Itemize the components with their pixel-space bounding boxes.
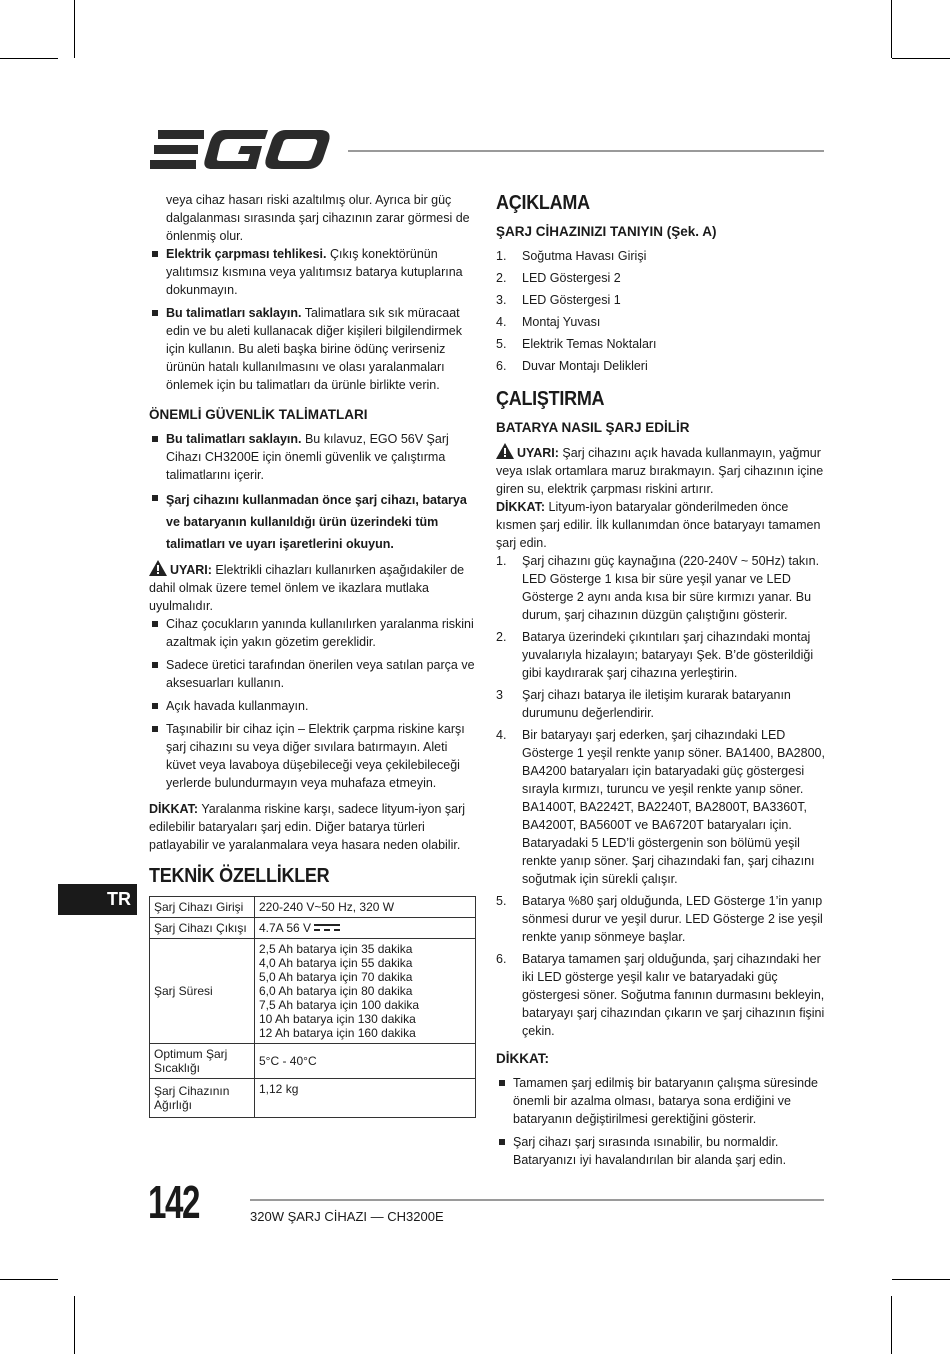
spec-value: 4.7A 56 V xyxy=(255,918,476,939)
spec-value: 2,5 Ah batarya için 35 dakika 4,0 Ah batarya için 55 dakika 5,0 Ah batarya için 70 dakika 6,0 Ah batarya için 80 dakika 7,5 Ah batarya için 100 dakika 10 Ah batarya için 130 dakika 12 Ah batarya için 160 dakika xyxy=(255,939,476,1044)
list-item: 2. LED Göstergesi 2 xyxy=(496,271,621,285)
know-charger-heading: ŞARJ CİHAZINIZI TANIYIN (Şek. A) xyxy=(496,224,717,239)
list-item: Sadece üretici tarafından önerilen veya satılan parça ve aksesuarları kullanın. xyxy=(149,656,475,692)
list-item: 3. LED Göstergesi 1 xyxy=(496,293,621,307)
spec-value: 1,12 kg xyxy=(255,1079,476,1118)
list-item: Bu talimatları saklayın. Bu kılavuz, EGO 56V Şarj Cihazı CH3200E için önemli güvenlik ve çalıştırma talimatlarını içerir. xyxy=(149,430,475,484)
crop-mark xyxy=(0,58,58,59)
spec-value: 220-240 V~50 Hz, 320 W xyxy=(255,897,476,918)
ego-logo xyxy=(150,128,332,172)
spec-key: Şarj Süresi xyxy=(150,939,255,1044)
footer-title: 320W ŞARJ CİHAZI — CH3200E xyxy=(250,1209,444,1224)
step-item: 1. Şarj cihazını güç kaynağına (220-240V ~ 50Hz) takın. LED Gösterge 1 kısa bir süre yeşil yanar ve LED Gösterge 2 aynı anda kısa bir süre kırmızı yanar. Bu durum, şarj cihazının düzgün çalıştığını gösterir. xyxy=(496,554,820,622)
list-item: Bu talimatları saklayın. Talimatlara sık sık müracaat edin ve bu aleti kullanacak diğer kişileri bilgilendirmek için kullanın. Bu aleti başka birine ödünç verirseniz ürünün hatalı kullanılmasını ve olası yaralanmaları önlemek için bu talimatları da ürünle birlikte verin. xyxy=(149,304,475,394)
spec-value: 5°C - 40°C xyxy=(255,1044,476,1079)
language-tab: TR xyxy=(58,884,137,915)
page-number: 142 xyxy=(148,1176,199,1228)
step-item: 2. Batarya üzerindeki çıkıntıları şarj cihazındaki montaj yuvalarıyla hizalayın; bataryayı Şek. B’de gösterildiği gibi kaydırarak şarj cihazına yerleştirin. xyxy=(496,630,814,680)
caution-paragraph: DİKKAT: Lityum-iyon bataryalar gönderilmeden önce kısmen şarj edilir. İlk kullanımdan önce bataryayı tamamen şarj edin. xyxy=(496,500,821,550)
list-item: 4. Montaj Yuvası xyxy=(496,315,601,329)
specs-heading: TEKNİK ÖZELLİKLER xyxy=(149,865,330,887)
operation-heading: ÇALIŞTIRMA xyxy=(496,388,605,410)
table-row xyxy=(150,939,476,1044)
table-row xyxy=(150,1044,476,1079)
crop-mark xyxy=(74,0,75,58)
crop-mark xyxy=(892,1279,950,1280)
warning-paragraph: UYARI: Şarj cihazını açık havada kullanmayın, yağmur veya ıslak ortamlara maruz bırakmayın. Şarj cihazının içine giren su, elektrik çarpması riskini artırır. xyxy=(496,443,826,498)
note-heading: DİKKAT: xyxy=(496,1051,549,1066)
list-item: 5. Elektrik Temas Noktaları xyxy=(496,337,657,351)
header-rule xyxy=(348,150,824,152)
description-heading: AÇIKLAMA xyxy=(496,192,590,214)
footer-rule xyxy=(250,1199,824,1201)
table-row xyxy=(150,918,476,939)
list-item: Şarj cihazı şarj sırasında ısınabilir, bu normaldir. Bataryanızı iyi havalandırılan bir alanda şarj edin. xyxy=(496,1133,826,1169)
crop-mark xyxy=(74,1296,75,1354)
list-item: Tamamen şarj edilmiş bir bataryanın çalışma süresinde önemli bir azalma olması, batarya sona erdiğini ve bataryanın değiştirilmesi gerektiğini gösterir. xyxy=(496,1074,826,1128)
list-item: Taşınabilir bir cihaz için – Elektrik çarpma riskine karşı şarj cihazını su veya diğer sıvılara batırmayın. Aleti küvet veya lavaboya düşebileceği veya çekilebileceği yerlerde bulundurmayın veya muhafaza etmeyin. xyxy=(149,720,475,792)
dc-symbol-icon xyxy=(314,923,340,933)
list-item: 1. Soğutma Havası Girişi xyxy=(496,249,647,263)
intro-continuation: veya cihaz hasarı riski azaltılmış olur. Ayrıca bir güç dalgalanması sırasında şarj cihazının zarar görmesi de önlenmiş olur. xyxy=(166,193,470,243)
spec-key: Şarj Cihazı Çıkışı xyxy=(150,918,255,939)
safety-heading: ÖNEMLİ GÜVENLİK TALİMATLARI xyxy=(149,407,368,422)
list-item: Cihaz çocukların yanında kullanılırken yaralanma riskini azaltmak için yakın gözetim gereklidir. xyxy=(149,615,475,651)
charge-heading: BATARYA NASIL ŞARJ EDİLİR xyxy=(496,420,690,435)
step-item: 6. Batarya tamamen şarj olduğunda, şarj cihazındaki her iki LED gösterge yeşil kalır ve bataryadaki güç göstergesi söner. Soğutma fanının durmasını bekleyin, bataryayı şarj cihazından çıkarın ve şarj cihazının fişini çekin. xyxy=(496,952,825,1038)
list-item: Şarj cihazını kullanmadan önce şarj cihazı, batarya ve bataryanın kullanıldığı ürün üzerindeki tüm talimatları ve uyarı işaretlerini okuyun. xyxy=(149,489,475,555)
caution-paragraph: DİKKAT: Yaralanma riskine karşı, sadece lityum-iyon şarj edilebilir bataryaları şarj edin. Diğer batarya türleri patlayabilir ve yaralanmalara veya hasara neden olabilir. xyxy=(149,802,466,852)
step-item: 3 Şarj cihazı batarya ile iletişim kurarak bataryanın durumunu değerlendirir. xyxy=(496,688,791,720)
spec-key: Optimum Şarj Sıcaklığı xyxy=(150,1044,255,1079)
list-item: Elektrik çarpması tehlikesi. Çıkış konektörünün yalıtımsız kısmına veya yalıtımsız batarya kutuplarına dokunmayın. xyxy=(149,245,475,299)
crop-mark xyxy=(891,1296,892,1354)
warning-icon xyxy=(149,560,167,576)
crop-mark xyxy=(0,1279,58,1280)
warning-icon xyxy=(496,443,514,459)
table-row xyxy=(150,897,476,918)
step-item: 5. Batarya %80 şarj olduğunda, LED Gösterge 1’in yanıp sönmesi durur ve yeşil durur. LED Gösterge 2 ise yeşil renkte yanıp sönmeye başlar. xyxy=(496,894,823,944)
crop-mark xyxy=(891,0,892,58)
crop-mark xyxy=(892,58,950,59)
step-item: 4. Bir bataryayı şarj ederken, şarj cihazındaki LED Gösterge 1 yeşil renkte yanıp söner. BA1400, BA2800, BA4200 bataryaları için bataryadaki güç göstergesi sırayla kırmızı, turuncu ve yeşil renkte yanıp söner. BA1400T, BA2242T, BA2240T, BA2800T, BA3360T, BA4200T, BA5600T ve BA6720T bataryaları için. Bataryadaki 5 LED’li göstergenin son bölümü yeşil renkte yanıp söner. Şarj cihazındaki fan, şarj cihazını soğutmak için sürekli çalışır. xyxy=(496,728,825,886)
specs-table xyxy=(149,896,476,1118)
spec-key: Şarj Cihazı Girişi xyxy=(150,897,255,918)
left-column xyxy=(149,191,475,1118)
right-column xyxy=(496,191,826,1174)
table-row xyxy=(150,1079,476,1118)
list-item: 6. Duvar Montajı Delikleri xyxy=(496,359,648,373)
list-item: Açık havada kullanmayın. xyxy=(149,697,475,715)
warning-paragraph: UYARI: Elektrikli cihazları kullanırken aşağıdakiler de dahil olmak üzere temel önlem ve ikazlara mutlaka uyulmalıdır. xyxy=(149,560,475,615)
spec-key: Şarj Cihazının Ağırlığı xyxy=(150,1079,255,1118)
